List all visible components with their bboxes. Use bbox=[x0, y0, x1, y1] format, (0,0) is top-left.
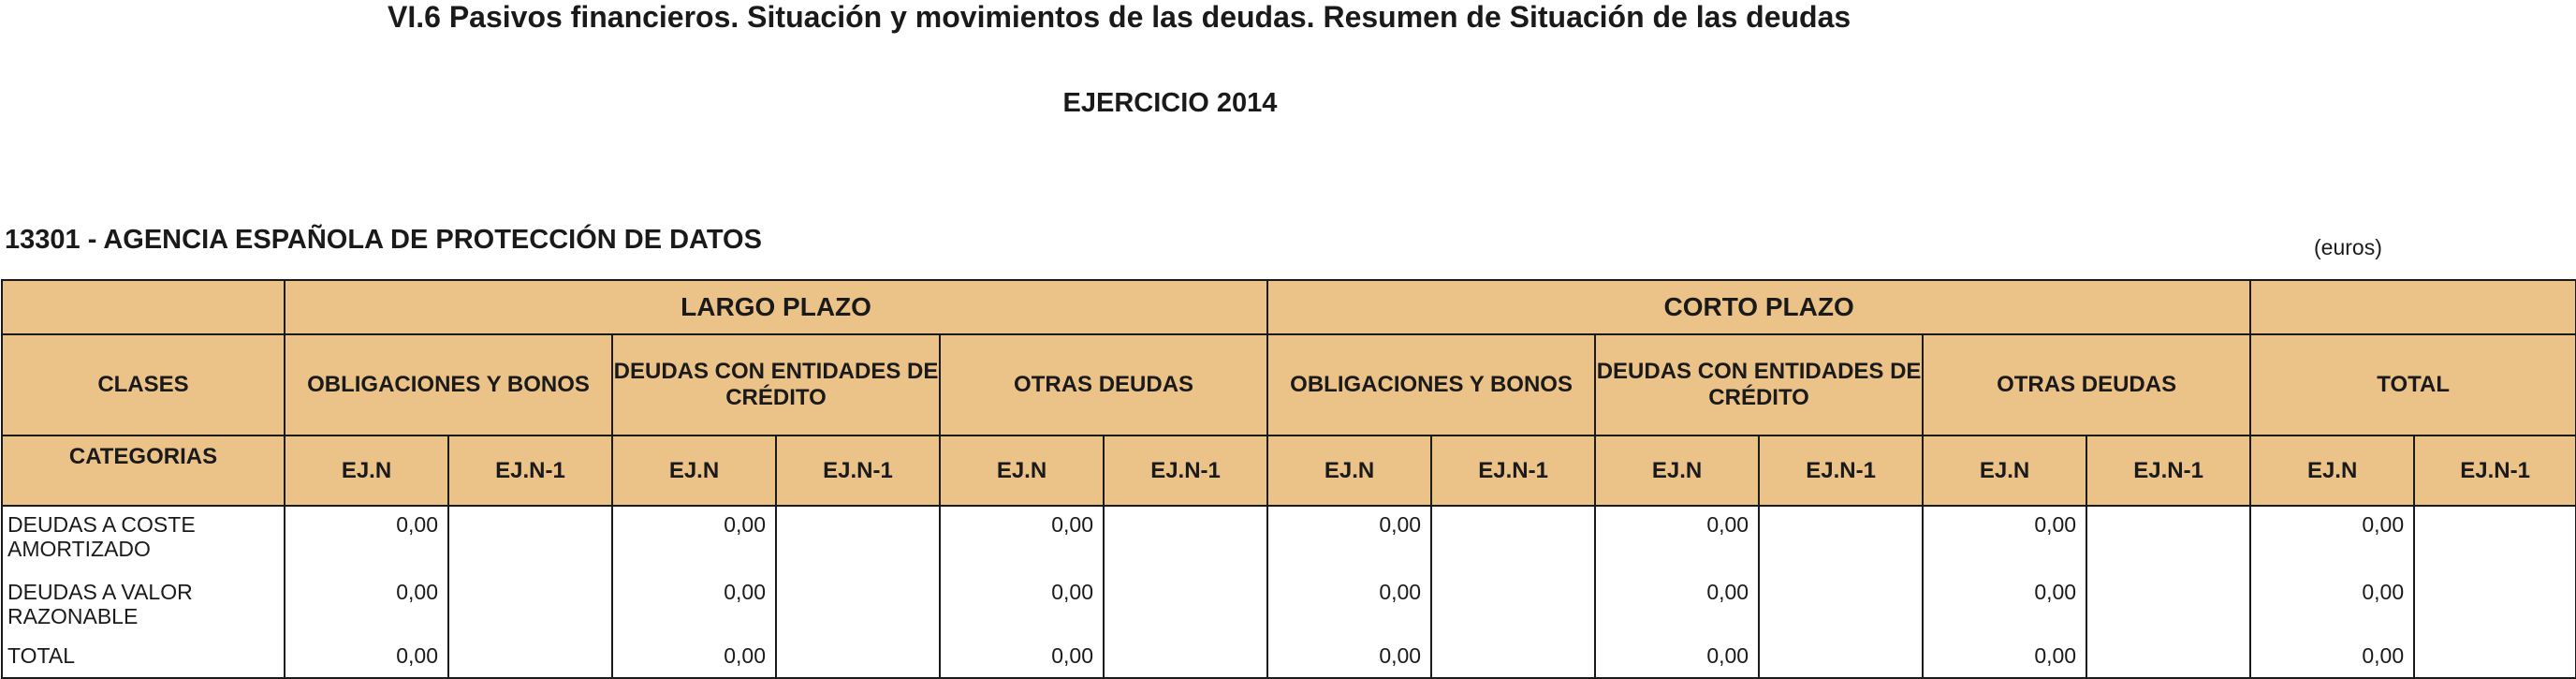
value-cell: 0,00 bbox=[1267, 506, 1431, 574]
table-row bbox=[2, 506, 2576, 574]
value-cell: 0,00 bbox=[1923, 638, 2086, 678]
value-cell: 0,00 bbox=[1595, 638, 1759, 678]
header-categorias: CATEGORIAS bbox=[2, 435, 285, 506]
value-cell bbox=[776, 638, 940, 678]
value-cell: 0,00 bbox=[1923, 506, 2086, 574]
header-obligaciones-largo: OBLIGACIONES Y BONOS bbox=[285, 334, 612, 435]
value-cell: 0,00 bbox=[285, 638, 448, 678]
value-cell bbox=[1104, 506, 1267, 574]
value-cell bbox=[448, 574, 612, 638]
header-ejn: EJ.N bbox=[1267, 435, 1431, 506]
value-cell bbox=[2086, 638, 2250, 678]
value-cell bbox=[776, 506, 940, 574]
value-cell bbox=[1431, 506, 1595, 574]
header-ejn: EJ.N bbox=[2250, 435, 2414, 506]
header-ejn1: EJ.N-1 bbox=[1104, 435, 1267, 506]
row-label: TOTAL bbox=[2, 638, 285, 678]
header-obligaciones-corto: OBLIGACIONES Y BONOS bbox=[1267, 334, 1595, 435]
fiscal-year-heading: EJERCICIO 2014 bbox=[1062, 88, 1278, 118]
header-ejn1: EJ.N-1 bbox=[1759, 435, 1923, 506]
year-header-row bbox=[2, 435, 2576, 506]
value-cell bbox=[776, 574, 940, 638]
value-cell: 0,00 bbox=[940, 506, 1104, 574]
value-cell bbox=[1104, 574, 1267, 638]
currency-units: (euros) bbox=[2314, 235, 2382, 259]
value-cell: 0,00 bbox=[1267, 574, 1431, 638]
value-cell bbox=[2414, 574, 2576, 638]
value-cell bbox=[2414, 638, 2576, 678]
value-cell: 0,00 bbox=[285, 574, 448, 638]
group-header-row bbox=[2, 280, 2576, 334]
debt-summary-table bbox=[1, 279, 2576, 679]
value-cell: 0,00 bbox=[612, 574, 776, 638]
value-cell: 0,00 bbox=[1595, 506, 1759, 574]
header-entidades-largo: DEUDAS CON ENTIDADES DE CRÉDITO bbox=[612, 334, 940, 435]
group-header-largo-plazo: LARGO PLAZO bbox=[285, 280, 1267, 334]
header-ejn: EJ.N bbox=[940, 435, 1104, 506]
table-row-total bbox=[2, 638, 2576, 678]
value-cell: 0,00 bbox=[1923, 574, 2086, 638]
value-cell bbox=[448, 506, 612, 574]
value-cell: 0,00 bbox=[2250, 574, 2414, 638]
entity-name: 13301 - AGENCIA ESPAÑOLA DE PROTECCIÓN DE DATOS bbox=[5, 225, 762, 255]
header-entidades-corto: DEUDAS CON ENTIDADES DE CRÉDITO bbox=[1595, 334, 1923, 435]
value-cell: 0,00 bbox=[940, 638, 1104, 678]
row-label: DEUDAS A VALOR RAZONABLE bbox=[2, 574, 285, 638]
header-otras-largo: OTRAS DEUDAS bbox=[940, 334, 1267, 435]
header-ejn1: EJ.N-1 bbox=[448, 435, 612, 506]
header-clases: CLASES bbox=[2, 334, 285, 435]
group-header-corto-plazo: CORTO PLAZO bbox=[1267, 280, 2250, 334]
group-header-blank bbox=[2, 280, 285, 334]
type-header-row bbox=[2, 334, 2576, 435]
value-cell bbox=[2414, 506, 2576, 574]
header-ejn1: EJ.N-1 bbox=[776, 435, 940, 506]
table-row bbox=[2, 574, 2576, 638]
value-cell: 0,00 bbox=[2250, 638, 2414, 678]
header-ejn: EJ.N bbox=[1923, 435, 2086, 506]
value-cell bbox=[448, 638, 612, 678]
header-ejn1: EJ.N-1 bbox=[1431, 435, 1595, 506]
value-cell bbox=[1104, 638, 1267, 678]
header-ejn: EJ.N bbox=[285, 435, 448, 506]
header-ejn: EJ.N bbox=[1595, 435, 1759, 506]
value-cell: 0,00 bbox=[1595, 574, 1759, 638]
value-cell: 0,00 bbox=[2250, 506, 2414, 574]
group-header-total-blank bbox=[2250, 280, 2576, 334]
value-cell: 0,00 bbox=[285, 506, 448, 574]
value-cell: 0,00 bbox=[612, 638, 776, 678]
header-ejn: EJ.N bbox=[612, 435, 776, 506]
header-otras-corto: OTRAS DEUDAS bbox=[1923, 334, 2250, 435]
row-label: DEUDAS A COSTE AMORTIZADO bbox=[2, 506, 285, 574]
value-cell bbox=[1759, 574, 1923, 638]
value-cell bbox=[1431, 638, 1595, 678]
report-title: VI.6 Pasivos financieros. Situación y movimientos de las deudas. Resumen de Situación de las deudas bbox=[388, 0, 1852, 34]
value-cell bbox=[1431, 574, 1595, 638]
value-cell: 0,00 bbox=[612, 506, 776, 574]
header-ejn1: EJ.N-1 bbox=[2414, 435, 2576, 506]
value-cell bbox=[1759, 638, 1923, 678]
value-cell: 0,00 bbox=[940, 574, 1104, 638]
value-cell bbox=[2086, 574, 2250, 638]
value-cell bbox=[1759, 506, 1923, 574]
header-ejn1: EJ.N-1 bbox=[2086, 435, 2250, 506]
value-cell bbox=[2086, 506, 2250, 574]
value-cell: 0,00 bbox=[1267, 638, 1431, 678]
header-total: TOTAL bbox=[2250, 334, 2576, 435]
